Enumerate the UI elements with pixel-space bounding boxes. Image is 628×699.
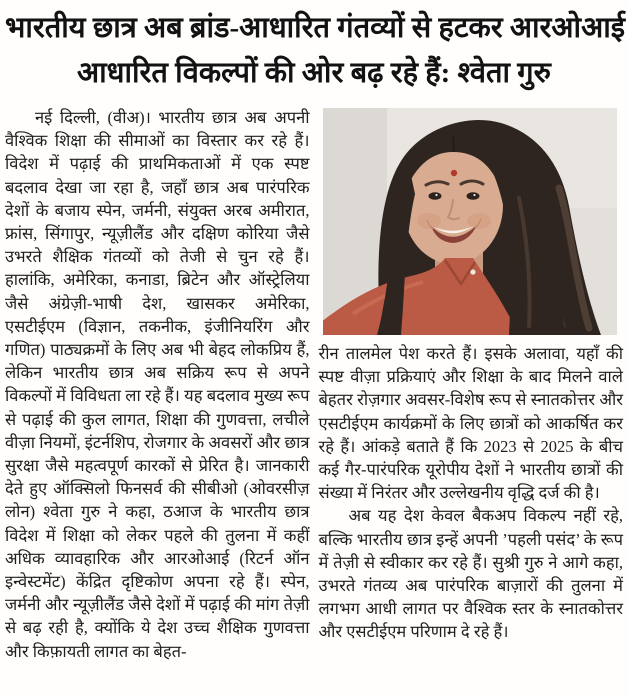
portrait-photo <box>323 108 621 335</box>
portrait-photo-illustration <box>323 108 617 335</box>
article-paragraph-1-continued: रीन तालमेल पेश करते हैं। इसके अलावा, यहाँ की स्पष्ट वीज़ा प्रक्रियाएं और शिक्षा के बाद मिलने वाले बेहतर रोज़गार अवसर-विशेष रूप से स्नातकोत्तर और एसटीईएम कार्यक्रमों के लिए छात्रों को आकर्षित कर रहे हैं। आंकड़े बताते हैं कि 2023 से 2025 के बीच कई गैर-पारंपरिक यूरोपीय देशों ने भारतीय छात्रों की संख्या में निरंतर और उल्लेखनीय वृद्धि दर्ज की है। <box>318 344 623 503</box>
left-column <box>5 106 310 663</box>
article-paragraph-1: नई दिल्ली, (वीअ)। भारतीय छात्र अब अपनी वैश्विक शिक्षा की सीमाओं का विस्तार कर रहे हैं। विदेश में पढ़ाई की प्राथमिकताओं में एक स्पष्ट बदलाव देखा जा रहा है, जहाँ छात्र अब पारंपरिक देशों के बजाय स्पेन, जर्मनी, संयुक्त अरब अमीरात, फ्रांस, सिंगापुर, न्यूज़ीलैंड और दक्षिण कोरिया जैसे उभरते शैक्षिक गंतव्यों को तेजी से चुन रहे हैं। हालांकि, अमेरिका, कनाडा, ब्रिटेन और ऑस्ट्रेलिया जैसे अंग्रेज़ी-भाषी देश, खासकर अमेरिका, एसटीईएम (विज्ञान, तकनीक, इंजीनियरिंग और गणित) पाठ्यक्रमों के लिए अब भी बेहद लोकप्रिय हैं, लेकिन भारतीय छात्र अब सक्रिय रूप से अपने विकल्पों में विविधता ला रहे हैं। यह बदलाव मुख्य रूप से पढ़ाई की कुल लागत, शिक्षा की गुणवत्ता, लचीले वीज़ा नियमों, इंटर्नशिप, रोजगार के अवसरों और छात्र सुरक्षा जैसे महत्वपूर्ण कारकों से प्रेरित है। जानकारी देते हुए ऑक्सिलो फिनसर्व की सीबीओ (ओवरसीज़ लोन) श्वेता गुरु ने कहा, ठआज के भारतीय छात्र विदेश में शिक्षा को लेकर पहले की तुलना में कहीं अधिक व्यावहारिक और आरओआई (रिटर्न ऑन इन्वेस्टमेंट) केंद्रित दृष्टिकोण अपना रहे हैं। स्पेन, जर्मनी और न्यूज़ीलैंड जैसे देशों में पढ़ाई की मांग तेज़ी से बढ़ रही है, क्योंकि ये देश उच्च शैक्षिक गुणवत्ता और किफ़ायती लागत का बेहत- <box>5 108 310 661</box>
article-body <box>5 106 623 663</box>
headline-line-2: आधारित विकल्पों की ओर बढ़ रहे हैं: श्वेता गुरु <box>77 57 551 89</box>
right-column <box>319 106 624 644</box>
article-paragraph-2: अब यह देश केवल बैकअप विकल्प नहीं रहे, बल्कि भारतीय छात्र इन्हें अपनी ’पहली पसंद’ के रूप में तेज़ी से स्वीकार कर रहे हैं। सुश्री गुरु ने आगे कहा, उभरते गंतव्य अब पारंपरिक बाज़ारों की तुलना में लगभग आधी लागत पर वैश्विक स्तर के स्नातकोत्तर और एसटीईएम परिणाम दे रहे हैं। <box>318 506 623 642</box>
bindi-dot <box>450 170 456 176</box>
headline-line-1: भारतीय छात्र अब ब्रांड-आधारित गंतव्यों से हटकर आरओआई <box>5 12 625 44</box>
article-headline <box>5 6 623 96</box>
